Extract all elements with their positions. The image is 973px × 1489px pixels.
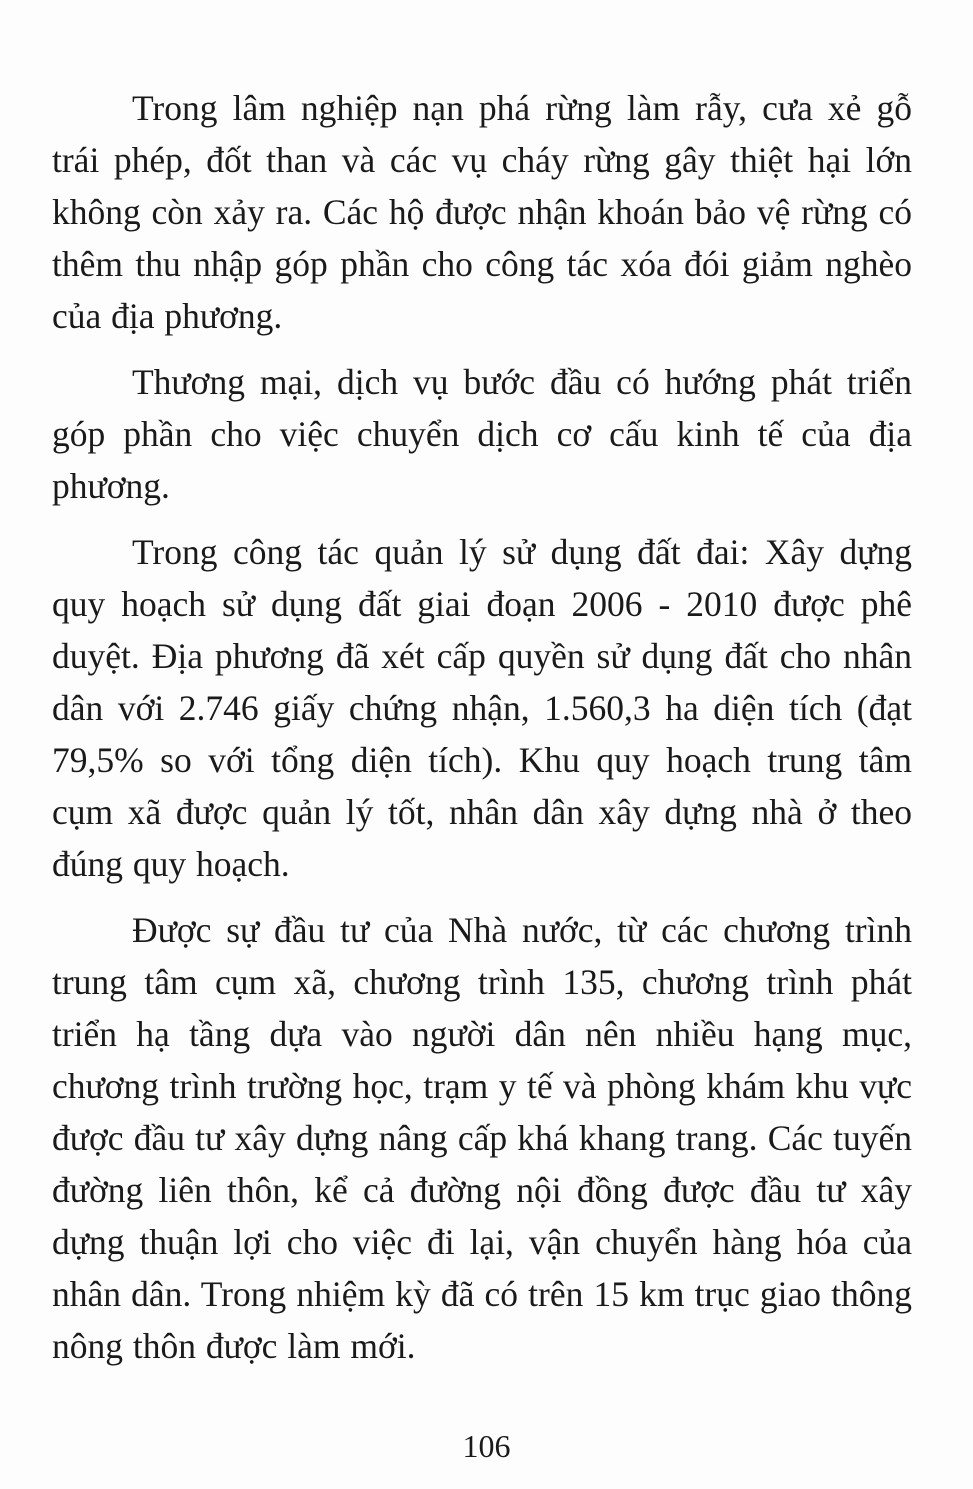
- paragraph-trade-services: Thương mại, dịch vụ bước đầu có hướng phát triển góp phần cho việc chuyển dịch cơ cấu kinh tế của địa phương.: [52, 362, 912, 506]
- paragraph-forestry: Trong lâm nghiệp nạn phá rừng làm rẫy, cưa xẻ gỗ trái phép, đốt than và các vụ cháy rừng gây thiệt hại lớn không còn xảy ra. Các hộ được nhận khoán bảo vệ rừng có thêm thu nhập góp phần cho công tác xóa đói giảm nghèo của địa phương.: [52, 88, 912, 336]
- paragraph-infrastructure: Được sự đầu tư của Nhà nước, từ các chương trình trung tâm cụm xã, chương trình 135, chương trình phát triển hạ tầng dựa vào người dân nên nhiều hạng mục, chương trình trường học, trạm y tế và phòng khám khu vực được đầu tư xây dựng nâng cấp khá khang trang. Các tuyến đường liên thôn, kể cả đường nội đồng được đầu tư xây dựng thuận lợi cho việc đi lại, vận chuyển hàng hóa của nhân dân. Trong nhiệm kỳ đã có trên 15 km trục giao thông nông thôn được làm mới.: [52, 910, 912, 1366]
- paragraph-land-management: Trong công tác quản lý sử dụng đất đai: Xây dựng quy hoạch sử dụng đất giai đoạn 2006 - 2010 được phê duyệt. Địa phương đã xét cấp quyền sử dụng đất cho nhân dân với 2.746 giấy chứng nhận, 1.560,3 ha diện tích (đạt 79,5% so với tổng diện tích). Khu quy hoạch trung tâm cụm xã được quản lý tốt, nhân dân xây dựng nhà ở theo đúng quy hoạch.: [52, 532, 912, 884]
- page-body: [52, 82, 912, 1386]
- page-number: 106: [462, 1428, 511, 1464]
